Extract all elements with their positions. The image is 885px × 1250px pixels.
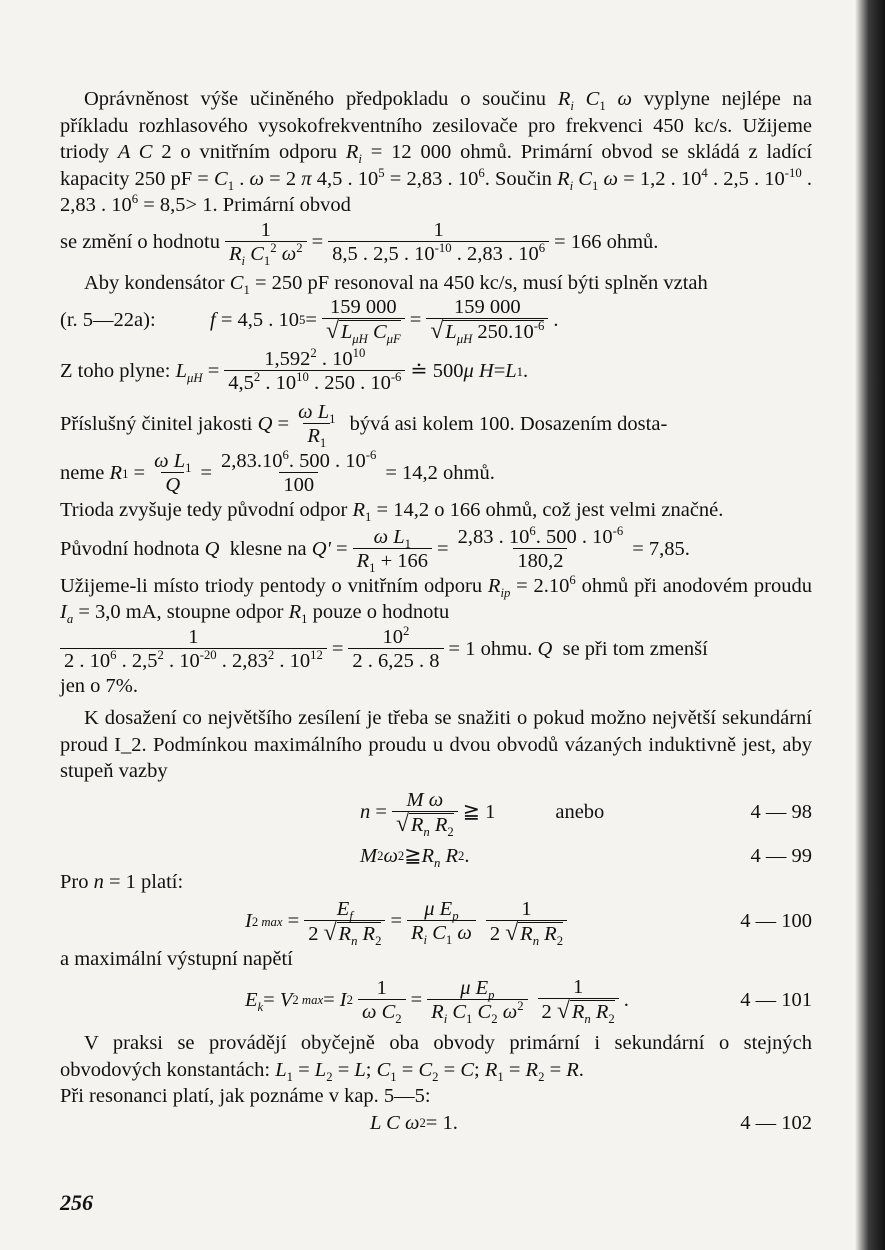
fraction: $\frac{2,83 . 10^6. 500 . 10^{-6}}{180,2}$	[457, 523, 624, 572]
paragraph-8: K dosažení co největšího zesílení je třeba se snažiti o pokud možno největší sekundární proud I_2. Podmínkou maximálního proudu u dvou obvodů vázaných induktivně jest, aby stupeň vazby	[60, 707, 812, 782]
fraction: $\frac{159 000}{√L_{\mu H} 250.10^{-6}}$	[426, 296, 548, 344]
fraction: $\frac{\mu E_p}{R_i C_1 \omega}$	[407, 898, 476, 945]
equation-4-98: n = $\frac{\text{M ω}}{√R_n R_2}$ ≧ 1 anebo 4 — 98	[360, 788, 812, 839]
equation-4-102: L C ω 2 = 1. 4 — 102	[60, 1110, 812, 1137]
fraction: $\frac{1}{2 √R_n R_2}$	[486, 898, 567, 946]
equation-4-101: $E_k$ = V 2 max = I 2 $\frac{1}{\omega C_2}$ = $\frac{\mu E_p}{R_i C_1 C_2 \omega^2}$ $\frac{1}{2 √R_n R_2}$ . 4 — 101	[245, 976, 812, 1027]
paragraph-12: Při resonanci platí, jak poznáme v kap. 5—5:	[60, 1085, 431, 1107]
fraction: $\frac{1}{R_i C_1^2 \omega^2}$	[225, 219, 307, 266]
fraction: $\frac{1}{2 . 10^6 . 2,5^2 . 10^{-20} . 2,83^2 . 10^{12}}$	[60, 626, 327, 673]
fraction: $\frac{1}{\omega C_2}$	[358, 977, 406, 1024]
equation-inductance: Z toho plyne: $L_{\mu H}$ = $\frac{1,592^2 . 10^{10}}{4,5^2 . 10^{10} . 250 . 10^{-6}}$ ≐ 500 μ H = L 1 .	[60, 346, 529, 394]
paragraph-2: Aby kondensátor $C_1 = 250$ pF resonoval na 450 kc/s, musí býti splněn vztah	[84, 271, 708, 297]
fraction: $\frac{1}{8,5 . 2,5 . 10^{-10} . 2,83 . 10^6}$	[328, 219, 549, 266]
fraction: $\frac{\omega L_1}{Q}$	[154, 450, 192, 496]
fraction: $\frac{1}{2 √R_n R_2}$	[538, 976, 619, 1024]
equation-frequency: (r. 5—22a): f = 4,5 . 10 5 = $\frac{159 000}{√L_{\mu H} C_{\mu F}}$ = $\frac{159 000}{√L_{\mu H} 250.10^{-6}}$ .	[60, 296, 559, 347]
equation-pentode: $\frac{1}{2 . 10^6 . 2,5^2 . 10^{-20} . 2,83^2 . 10^{12}}$ = $\frac{10^2}{2 . 6,25 . 8}$ = 1 ohmu. Q se při tom zmenší	[60, 626, 812, 673]
paragraph-1: Oprávněnost výše učiněného předpokladu o součinu $R_i$ $C_1$ ω vyplyne nejlépe na příkladu rozhlasového vysokofrekventního zesilovače pro frekvenci 450 kc/s. Užijeme triody A C 2 o vnitřním odporu $R_i = 12$ 000 ohmů. Primární obvod se skládá z ladící kapacity 250 pF = $C_1$ . ω = 2 π 4,5 . $10^5 = 2,83$ . $10^6$. Součin $R_i$ $C_1$ ω = 1,2 . $10^4$ . 2,5 . $10^{-10}$ . 2,83 . $10^6 = 8,5> 1$. Primární obvod se změní o hodnotu $\frac{1}{R_i C_1^2 \omega^2}$ = $\frac{1}{8,5 . 2,5 . 10^{-10} . 2,83 . 10^6}$ = 166 ohmů.	[60, 88, 813, 268]
equation-4-99: M 2 ω 2 ≧ $R_n$ R 2 . 4 — 99	[360, 844, 812, 870]
fraction: $\frac{2,83.10^6. 500 . 10^{-6}}{100}$	[221, 448, 377, 496]
equation-number: 4 — 101	[740, 988, 812, 1011]
paragraph-11: V praksi se provádějí obyčejně oba obvody primární i sekundární o stejných obvodových konstantách: $L_1 = L_2 = L$; $C_1 = C_2 = C$; $R_1 = R_2 = R$.	[60, 1032, 812, 1084]
paragraph-7: Užijeme-li místo triody pentody o vnitřním odporu $R_{ip} = 2.10^6$ ohmů při anodovém proudu $I_a = 3,0$ mA, stoupne odpor $R_1$ pouze o hodnotu	[60, 572, 812, 627]
paragraph-7-end: jen o 7%.	[60, 674, 138, 697]
equation-conjunction: anebo	[555, 801, 605, 824]
equation-number: 4 — 102	[740, 1111, 812, 1134]
equation-number: 4 — 99	[750, 844, 812, 867]
equation-number: 4 — 100	[740, 910, 812, 933]
fraction: $\frac{\mu E_p}{R_i C_1 C_2 \omega^2}$	[427, 977, 527, 1024]
paragraph-9: Pro n = 1 platí:	[60, 871, 184, 893]
fraction: $\frac{\omega L_1}{R_1}$	[298, 401, 336, 451]
equation-quality: Příslušný činitel jakosti Q = $\frac{\omega L_1}{R_1}$ bývá asi kolem 100. Dosazením dosta-	[60, 401, 668, 451]
paragraph-10: a maximální výstupní napětí	[60, 947, 293, 970]
fraction: $\frac{10^2}{2 . 6,25 . 8}$	[348, 626, 443, 673]
fraction: $\frac{1,592^2 . 10^{10}}{4,5^2 . 10^{10} . 250 . 10^{-6}}$	[224, 348, 405, 395]
fraction: $\frac{\text{M ω}}{√R_n R_2}$	[392, 789, 458, 837]
equation-4-100: I 2 max = $\frac{E_f}{2 √R_n R_2}$ = $\frac{\mu E_p}{R_i C_1 \omega}$ $\frac{1}{2 √R_n R_2}$ 4 — 100	[245, 897, 812, 948]
fraction: $\frac{159 000}{√L_{\mu H} C_{\mu F}}$	[322, 296, 405, 344]
fraction: $\frac{\omega L_1}{R_1 + 166}$	[353, 526, 432, 573]
page-body	[60, 86, 812, 1136]
page-edge-shadow	[855, 0, 885, 1250]
equation-resistance: neme R 1 = $\frac{\omega L_1}{Q}$ = $\frac{2,83.10^6. 500 . 10^{-6}}{100}$ = 14,2 ohmů.	[60, 448, 495, 496]
equation-number: 4 — 98	[750, 801, 812, 824]
equation-inline: se změní o hodnotu $\frac{1}{R_i C_1^2 \omega^2}$ = $\frac{1}{8,5 . 2,5 . 10^{-10} . 2,83 . 10^6}$ = 166 ohmů.	[60, 218, 659, 268]
page-number: 256	[60, 1190, 93, 1215]
equation-q-drop: Původní hodnota Q klesne na Q' = $\frac{\omega L_1}{R_1 + 166}$ = $\frac{2,83 . 10^6. 500 . 10^{-6}}{180,2}$ = 7,85.	[60, 523, 690, 575]
paragraph-5: Trioda zvyšuje tedy původní odpor $R_1 = 14,2$ o 166 ohmů, což jest velmi značné.	[60, 499, 724, 525]
fraction: $\frac{E_f}{2 √R_n R_2}$	[304, 898, 385, 946]
